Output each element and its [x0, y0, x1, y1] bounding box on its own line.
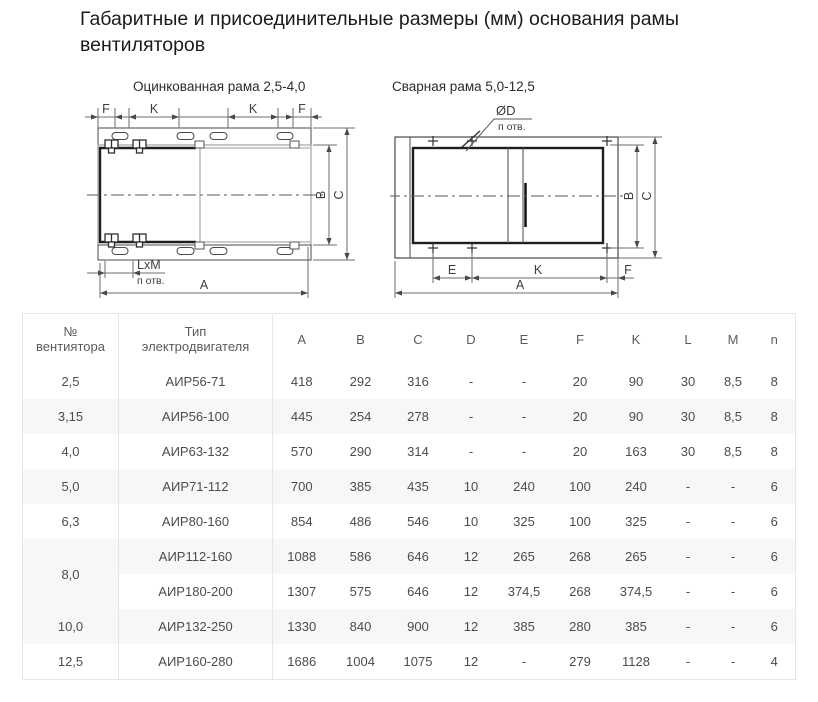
value-cell: 854	[290, 514, 313, 529]
holes-note: п отв.	[137, 275, 165, 287]
value-cell: 292	[349, 374, 372, 389]
value-cell: 6	[770, 514, 778, 529]
header-m: M	[727, 331, 739, 347]
value-cell: 385	[513, 619, 535, 634]
value-cell: 12	[463, 584, 479, 599]
fan-number-cell: 8,0	[23, 539, 119, 609]
value-cell: 8,5	[723, 409, 743, 424]
value-cell: 100	[569, 479, 591, 494]
value-cell: 268	[569, 584, 591, 599]
value-cell: 163	[625, 444, 647, 459]
value-cell: 646	[407, 549, 429, 564]
dim-label-f: F	[624, 263, 632, 277]
galvanized-frame-drawing	[75, 95, 370, 310]
value-cell: 90	[628, 409, 644, 424]
value-cell: -	[521, 654, 527, 669]
dim-label-d: ØD	[496, 103, 516, 118]
value-cell: -	[685, 584, 691, 599]
value-cell: 374,5	[619, 584, 653, 599]
value-cell: -	[468, 444, 474, 459]
header-k: K	[631, 331, 641, 347]
value-cell: 20	[572, 374, 588, 389]
value-cell: -	[685, 549, 691, 564]
dim-label-f2: F	[298, 102, 306, 116]
value-cell: -	[685, 479, 691, 494]
value-cell: 279	[569, 654, 591, 669]
value-cell: 30	[680, 444, 696, 459]
table-row	[23, 469, 796, 504]
table-row	[23, 399, 796, 434]
value-cell: -	[730, 619, 736, 634]
dim-label-k: K	[533, 263, 543, 277]
table-row	[23, 434, 796, 469]
value-cell: -	[685, 514, 691, 529]
value-cell: -	[730, 479, 736, 494]
value-cell: 6	[770, 584, 778, 599]
header-fan-number	[23, 314, 119, 365]
value-cell: 4	[770, 654, 778, 669]
table-row	[23, 574, 796, 609]
value-cell: 374,5	[507, 584, 541, 599]
value-cell: 575	[349, 584, 372, 599]
value-cell: 1004	[346, 654, 375, 669]
fan-number-cell: 6,3	[23, 504, 119, 539]
motor-type-cell: АИР180-200	[119, 574, 273, 609]
dim-label-a: A	[515, 278, 525, 292]
value-cell: 316	[407, 374, 429, 389]
right-diagram-subtitle: Сварная рама 5,0-12,5	[392, 79, 535, 94]
header-line: Тип	[184, 324, 207, 339]
motor-type-cell: АИР112-160	[119, 539, 273, 574]
value-cell: 278	[407, 409, 429, 424]
value-cell: 1075	[403, 654, 433, 669]
value-cell: 30	[680, 374, 696, 389]
value-cell: 265	[513, 549, 535, 564]
value-cell: -	[521, 374, 527, 389]
value-cell: 30	[680, 409, 696, 424]
value-cell: 1330	[287, 619, 317, 634]
dim-label-e: E	[447, 263, 457, 277]
frame-body	[395, 137, 618, 258]
value-cell: -	[730, 584, 736, 599]
value-cell: 6	[770, 479, 778, 494]
page-title: Габаритные и присоединительные размеры (мм) основания рамы вентиляторов	[80, 8, 679, 56]
motor-type-cell: АИР132-250	[119, 609, 273, 644]
value-cell: 314	[407, 444, 429, 459]
dim-label-a: A	[199, 278, 209, 292]
motor-type-cell: АИР160-280	[119, 644, 273, 680]
table-row	[23, 504, 796, 539]
fan-number-cell: 5,0	[23, 469, 119, 504]
value-cell: 546	[407, 514, 429, 529]
dim-label-c: C	[332, 190, 346, 200]
value-cell: 10	[463, 479, 479, 494]
value-cell: 1088	[287, 549, 317, 564]
value-cell: 570	[290, 444, 313, 459]
value-cell: 385	[625, 619, 647, 634]
fan-number-cell: 2,5	[23, 364, 119, 399]
header-line: электродвигателя	[141, 339, 250, 354]
dim-label-c: C	[640, 191, 654, 201]
motor-type-cell: АИР63-132	[119, 434, 273, 469]
header-d: D	[466, 331, 476, 347]
motor-type-cell: АИР80-160	[119, 504, 273, 539]
value-cell: 20	[572, 409, 588, 424]
fan-number-cell: 3,15	[23, 399, 119, 434]
value-cell: 240	[513, 479, 535, 494]
motor-type-cell: АИР56-71	[119, 364, 273, 399]
value-cell: -	[730, 549, 736, 564]
value-cell: 90	[628, 374, 644, 389]
value-cell: 1307	[287, 584, 317, 599]
value-cell: 1128	[622, 654, 650, 669]
table-row	[23, 364, 796, 399]
dim-label-b: B	[622, 191, 636, 201]
value-cell: 265	[625, 549, 647, 564]
dim-label-lxm: LxM	[137, 258, 161, 272]
holes-note: п отв.	[498, 121, 526, 133]
table-row	[23, 539, 796, 574]
value-cell: 254	[349, 409, 372, 424]
fan-number-cell: 4,0	[23, 434, 119, 469]
frame-body	[98, 128, 311, 260]
fan-number-cell: 10,0	[23, 609, 119, 644]
value-cell: 8,5	[723, 374, 743, 389]
value-cell: 900	[407, 619, 429, 634]
value-cell: 586	[349, 549, 372, 564]
value-cell: 385	[349, 479, 372, 494]
header-b: B	[356, 331, 365, 347]
value-cell: 8	[770, 374, 778, 389]
value-cell: 325	[625, 514, 647, 529]
dimensions-table	[22, 313, 796, 680]
table-row	[23, 609, 796, 644]
value-cell: 280	[569, 619, 591, 634]
dim-label-k1: K	[149, 102, 159, 116]
header-a: A	[297, 331, 307, 347]
value-cell: 240	[625, 479, 647, 494]
value-cell: -	[521, 444, 527, 459]
table-header-row	[23, 314, 796, 365]
value-cell: -	[730, 654, 736, 669]
value-cell: -	[468, 409, 474, 424]
value-cell: 20	[572, 444, 588, 459]
dim-label-b: B	[314, 190, 328, 200]
value-cell: 6	[770, 549, 778, 564]
value-cell: 486	[349, 514, 372, 529]
value-cell: 10	[463, 514, 479, 529]
value-cell: 12	[463, 549, 479, 564]
value-cell: 8,5	[723, 444, 743, 459]
motor-type-cell: АИР71-112	[119, 469, 273, 504]
header-e: E	[519, 331, 529, 347]
value-cell: 646	[407, 584, 429, 599]
welded-frame-drawing	[390, 95, 680, 310]
fan-number-cell: 12,5	[23, 644, 119, 680]
header-l: L	[684, 331, 692, 347]
left-diagram-subtitle: Оцинкованная рама 2,5-4,0	[133, 79, 306, 94]
value-cell: 8	[770, 409, 778, 424]
header-c: C	[413, 331, 423, 347]
value-cell: 1686	[287, 654, 317, 669]
dim-label-f1: F	[102, 102, 110, 116]
header-line: вентиятора	[36, 339, 105, 354]
value-cell: 290	[349, 444, 372, 459]
value-cell: 100	[569, 514, 591, 529]
value-cell: -	[521, 409, 527, 424]
header-f: F	[576, 331, 584, 347]
dim-label-k2: K	[248, 102, 258, 116]
header-line: №	[63, 324, 78, 339]
value-cell: 325	[513, 514, 535, 529]
table-row	[23, 644, 796, 680]
header-n: n	[770, 331, 778, 347]
value-cell: -	[468, 374, 474, 389]
header-motor-type	[119, 314, 273, 365]
value-cell: 12	[463, 619, 479, 634]
value-cell: 435	[407, 479, 429, 494]
value-cell: -	[685, 654, 691, 669]
value-cell: 445	[290, 409, 313, 424]
motor-type-cell: АИР56-100	[119, 399, 273, 434]
value-cell: -	[730, 514, 736, 529]
value-cell: 418	[290, 374, 313, 389]
value-cell: 6	[770, 619, 778, 634]
value-cell: 700	[290, 479, 313, 494]
value-cell: 840	[349, 619, 372, 634]
value-cell: 8	[770, 444, 778, 459]
value-cell: 268	[569, 549, 591, 564]
value-cell: -	[685, 619, 691, 634]
value-cell: 12	[463, 654, 479, 669]
